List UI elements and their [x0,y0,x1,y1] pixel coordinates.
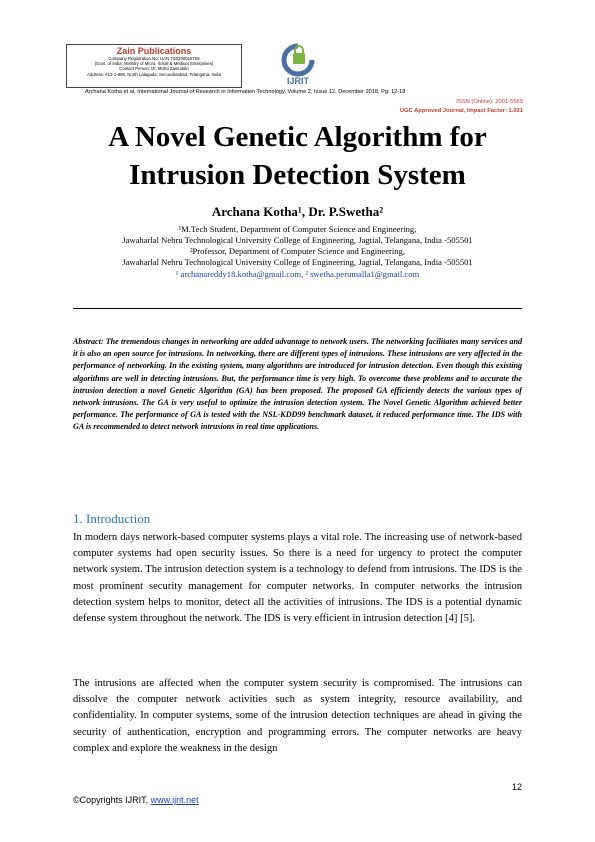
journal-link[interactable]: www.ijrit.net [150,795,199,805]
ugc-approval: UGC Approved Journal, Impact Factor: 1.021 [399,108,523,114]
affiliation: ²Professor, Department of Computer Science and Engineering, [189,246,406,256]
issn: ISSN (Online): 2001-5569 [456,99,523,105]
journal-logo [276,40,320,86]
publisher-line: Address: #12-1-898, North Lalaguda, Secunderabad, Telangana, India [87,71,221,77]
publisher-line: Company Registration No: UAN TS0200015729 [108,56,200,61]
logo-text: IJRIT [286,76,310,86]
abstract: Abstract: The tremendous changes in networking are added advantage to network users. The networking facilitates many services and it is also an open source for intrusions. In networking, there are different types of intrusions. These intrusions are very affected in the performance of networking. In the existing system, many algorithms are introduced for intrusion detection. Even though this existing algorithms are well in detecting intrusions. But, the performance time is very high. To overcome these problems and to accurate the intrusion detection a novel Genetic Algorithm (GA) has been proposed. The proposed GA efficiently detects the various types of network intrusions. The GA is very useful to optimize the intrusion detection system. The Novel Genetic Algorithm achieved better performance. The performance of GA is tested with the NSL-KDD99 benchmark dataset, it reduced performance time. The IDS with GA is recommended to detect network intrusions in real time applications. [73,337,522,432]
affiliation: Jawaharlal Nehru Technological University College of Engineering, Jagtial, Telangana, India -505501 [122,257,473,267]
publisher-name: Zain Publications [116,46,192,56]
publisher-line: (Govt. of India, Ministry of Micro, Small & Medium Enterprises) [94,61,214,67]
authors: Archana Kotha¹, Dr. P.Swetha² [211,204,384,219]
paragraph: The intrusions are affected when the computer system security is compromised. The intrusions can dissolve the computer network activities such as system integrity, resource availability, and confidentiality. In computer systems, some of the intrusion detection techniques are ahead in giving the security of authentication, encryption and programming errors. The computer networks are heavy complex and explore the weakness in the design [73,678,522,754]
copyright-text: ©Copyrights IJRIT, [73,795,151,805]
section-heading: 1. Introduction [73,511,151,526]
paper-title [0,118,595,194]
publisher-line: Contact Person: Dr. Mohd Zainuddin [119,66,189,72]
paragraph: In modern days network-based computer systems plays a vital role. The increasing use of network-based computer systems had open security issues. So there is a need for urgency to protect the computer network system. The intrusion detection system is a technology to defend from intrusions. The IDS is the most prominent security management for computer networks. In computer networks the intrusion detection system helps to monitor, detect all the activities of intrusions. The IDS is a potential dynamic defense system throughout the network. The IDS is very efficient in intrusion detection [4] [5]. [73,532,522,625]
footer [73,795,199,805]
publisher-box [66,44,242,88]
author-emails[interactable]: ¹ archanareddy18.kotha@gmail.com, ² swetha.perumalla1@gmail.com [175,269,420,279]
page-number: 12 [511,782,522,792]
affiliation: ¹M.Tech Student, Department of Computer Science and Engineering, [178,224,417,234]
title-line: A Novel Genetic Algorithm for [108,121,487,153]
title-line: Intrusion Detection System [129,159,466,191]
affiliation: Jawaharlal Nehru Technological University College of Engineering, Jagtial, Telangana, India -505501 [122,235,473,245]
divider [73,308,522,309]
journal-citation: Archana Kotha et al, International Journal of Research in Information Technology, Volume 2, Issue 12, December 2018, Pg: 12-18 [85,89,406,95]
